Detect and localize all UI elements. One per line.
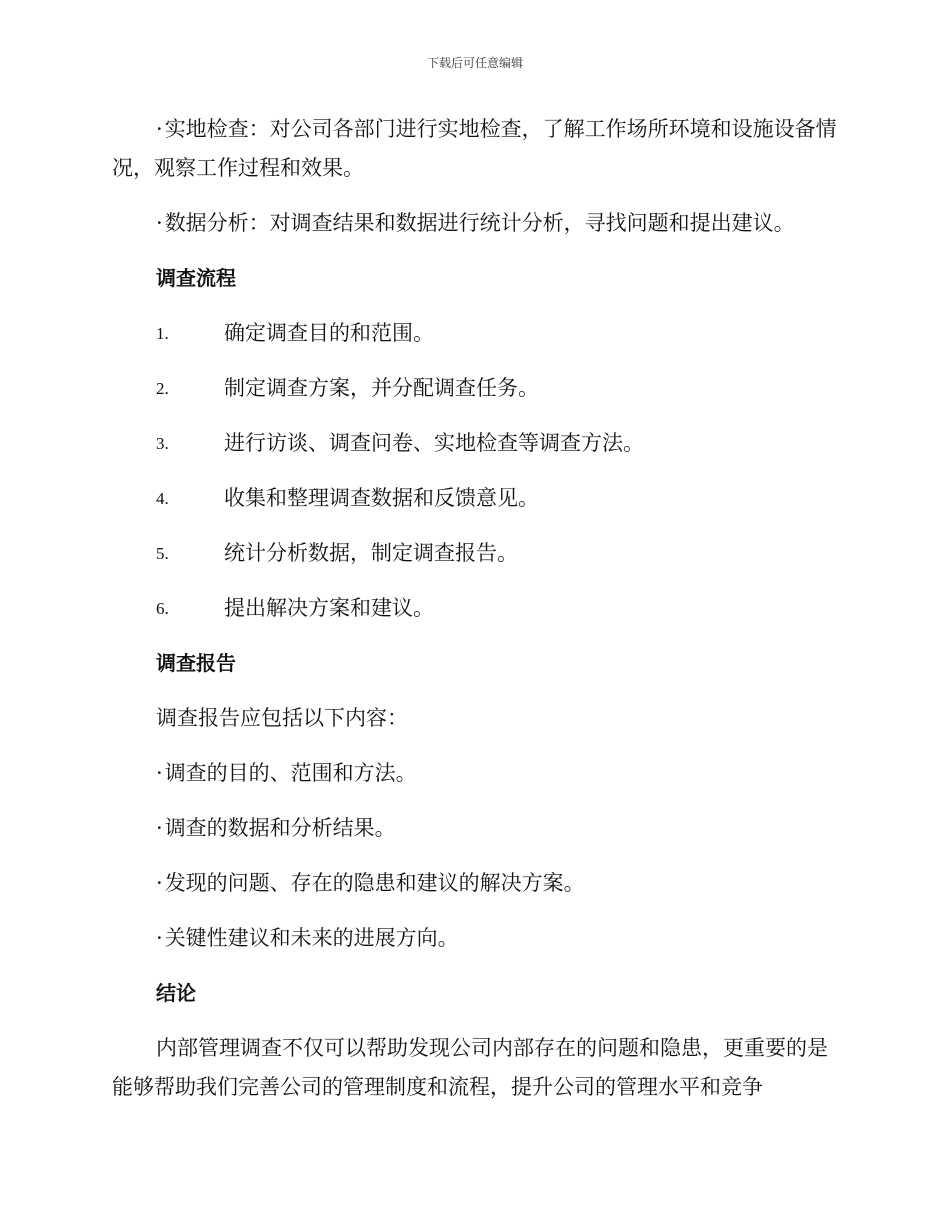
bullet-icon: · bbox=[156, 871, 163, 895]
bullet-icon: · bbox=[156, 761, 163, 785]
method-text: 数据分析：对调查结果和数据进行统计分析，寻找问题和提出建议。 bbox=[164, 211, 795, 235]
process-steps-list bbox=[156, 314, 838, 628]
document-body bbox=[112, 110, 838, 1123]
method-item-data-analysis bbox=[112, 204, 838, 243]
step-text: 提出解决方案和建议。 bbox=[224, 596, 434, 620]
step-number: 5. bbox=[156, 544, 169, 563]
page-header: 下载后可任意编辑 bbox=[426, 56, 523, 70]
report-item bbox=[112, 919, 838, 958]
process-step bbox=[156, 589, 838, 628]
process-step bbox=[156, 424, 838, 463]
step-text: 制定调查方案，并分配调查任务。 bbox=[224, 376, 539, 400]
step-number: 1. bbox=[156, 324, 169, 343]
report-item-text: 调查的数据和分析结果。 bbox=[164, 816, 396, 840]
bullet-icon: · bbox=[156, 926, 163, 950]
report-intro: 调查报告应包括以下内容： bbox=[156, 706, 408, 730]
step-text: 进行访谈、调查问卷、实地检查等调查方法。 bbox=[224, 431, 644, 455]
section-heading-report: 调查报告 bbox=[156, 651, 236, 675]
bullet-icon: · bbox=[156, 117, 163, 141]
method-item-site-inspection bbox=[112, 110, 838, 188]
report-item bbox=[112, 864, 838, 903]
process-step bbox=[156, 314, 838, 353]
step-text: 收集和整理调查数据和反馈意见。 bbox=[224, 486, 539, 510]
method-text: 实地检查：对公司各部门进行实地检查，了解工作场所环境和设施设备情况，观察工作过程和效果。 bbox=[112, 117, 837, 180]
report-item bbox=[112, 754, 838, 793]
step-number: 6. bbox=[156, 599, 169, 618]
step-text: 统计分析数据，制定调查报告。 bbox=[224, 541, 518, 565]
process-step bbox=[156, 369, 838, 408]
process-step bbox=[156, 479, 838, 518]
report-item bbox=[112, 809, 838, 848]
step-number: 4. bbox=[156, 489, 169, 508]
report-item-text: 发现的问题、存在的隐患和建议的解决方案。 bbox=[164, 871, 585, 895]
step-text: 确定调查目的和范围。 bbox=[224, 321, 434, 345]
step-number: 2. bbox=[156, 379, 169, 398]
section-heading-process: 调查流程 bbox=[156, 266, 236, 290]
process-step bbox=[156, 534, 838, 573]
conclusion-paragraph: 内部管理调查不仅可以帮助发现公司内部存在的问题和隐患，更重要的是能够帮助我们完善公司的管理制度和流程，提升公司的管理水平和竞争 bbox=[112, 1036, 828, 1099]
section-heading-conclusion: 结论 bbox=[156, 981, 196, 1005]
bullet-icon: · bbox=[156, 211, 163, 235]
bullet-icon: · bbox=[156, 816, 163, 840]
report-item-text: 调查的目的、范围和方法。 bbox=[164, 761, 417, 785]
report-item-text: 关键性建议和未来的进展方向。 bbox=[164, 926, 459, 950]
step-number: 3. bbox=[156, 434, 169, 453]
